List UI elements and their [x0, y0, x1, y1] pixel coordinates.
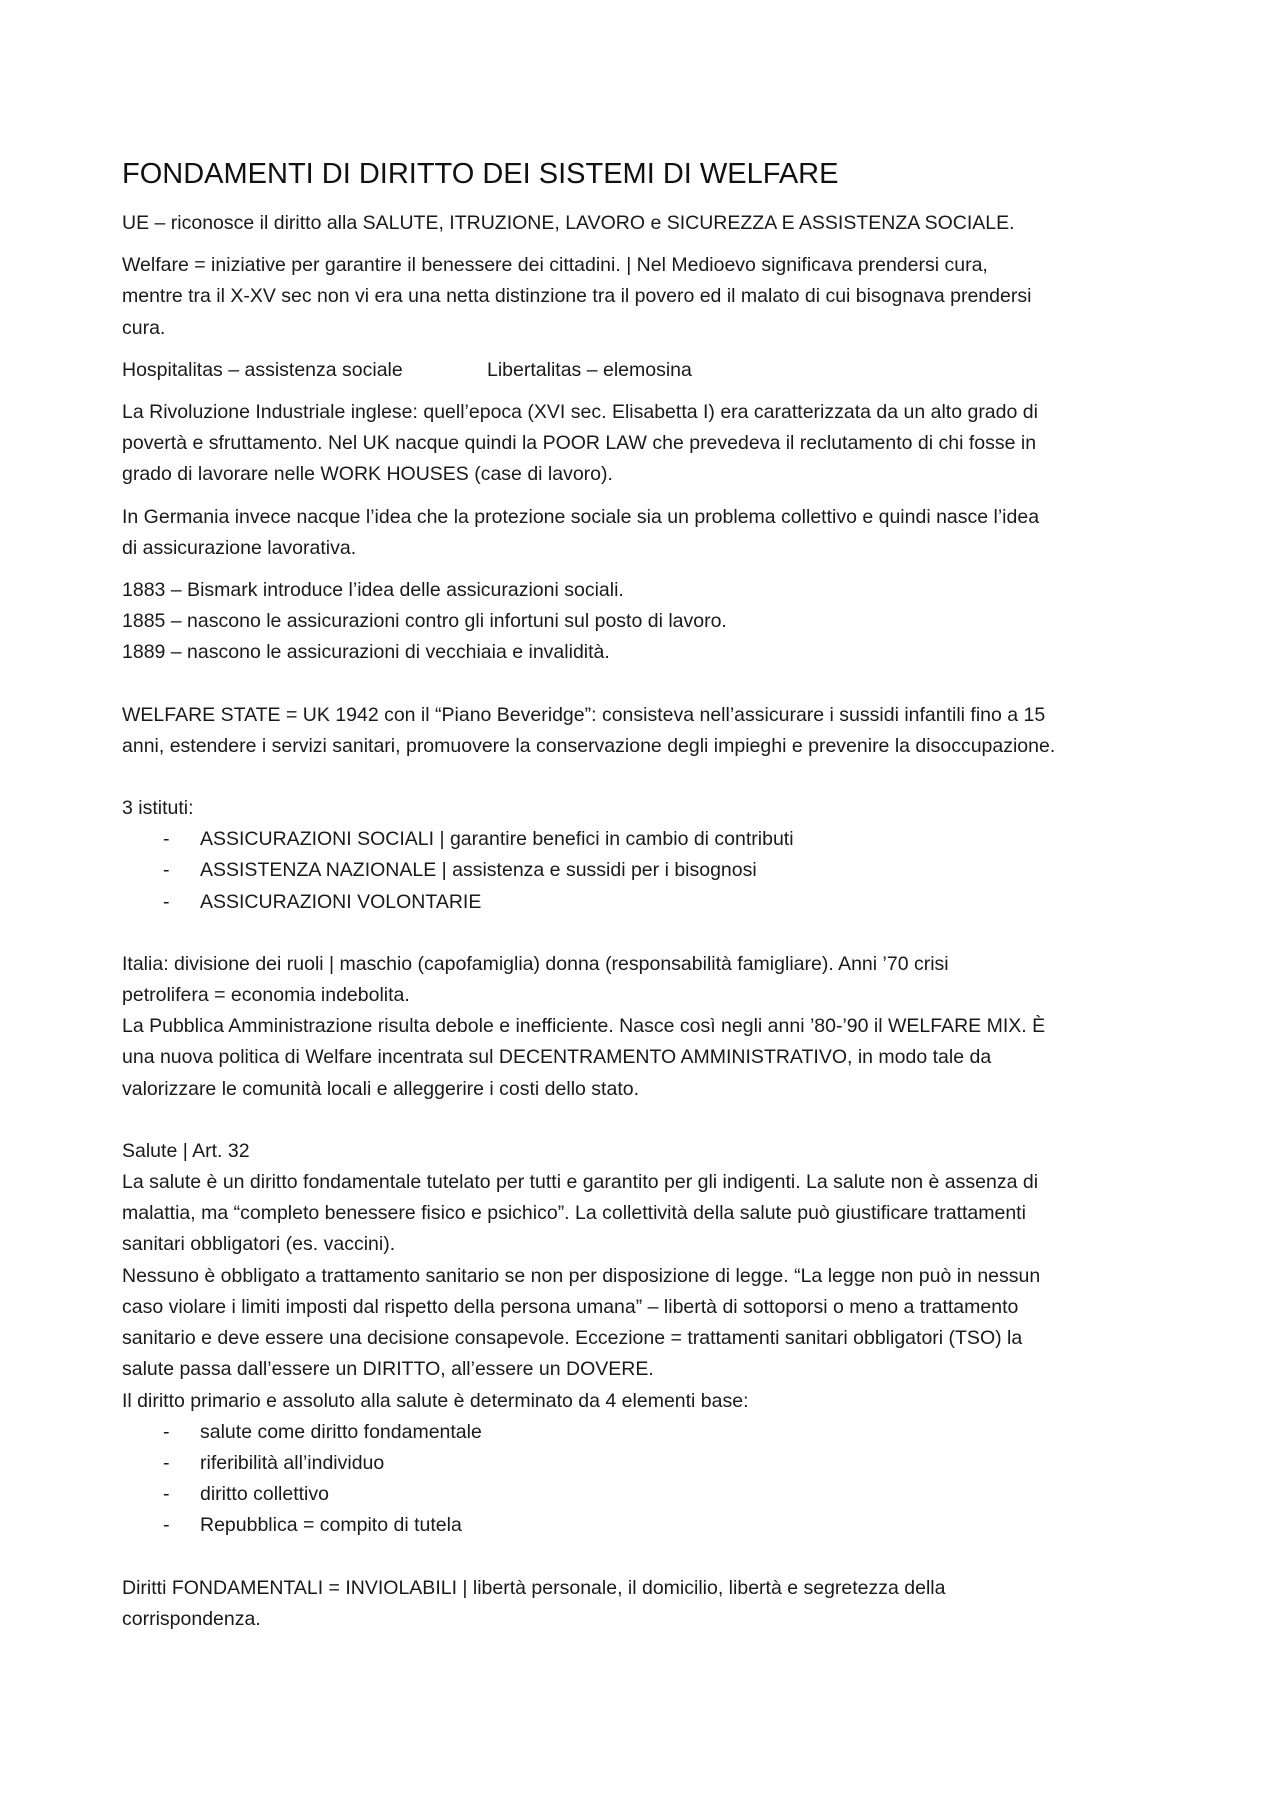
text-line: una nuova politica di Welfare incentrata sul DECENTRAMENTO AMMINISTRATIVO, in modo tale da — [122, 1046, 992, 1069]
text-line: Welfare = iniziative per garantire il benessere dei cittadini. | Nel Medioevo significava prendersi cura, — [122, 254, 988, 277]
text-line: Nessuno è obbligato a trattamento sanitario se non per disposizione di legge. “La legge non può in nessun — [122, 1264, 1041, 1287]
blank-line — [122, 1105, 1167, 1136]
date-line: 1883 – Bismark introduce l’idea delle assicurazioni sociali. — [122, 579, 624, 602]
text-line: In Germania invece nacque l’idea che la protezione sociale sia un problema collettivo e quindi nasce l’idea — [122, 505, 1040, 528]
salute-heading: Salute | Art. 32 — [122, 1139, 250, 1162]
paragraph-diritti — [122, 1573, 1167, 1635]
text-line: La Rivoluzione Industriale inglese: quell’epoca (XVI sec. Elisabetta I) era caratterizzata da un alto grado di — [122, 401, 1038, 424]
text-line: grado di lavorare nelle WORK HOUSES (case di lavoro). — [122, 463, 613, 486]
text-line: povertà e sfruttamento. Nel UK nacque quindi la POOR LAW che prevedeva il reclutamento di chi fosse in — [122, 432, 1037, 455]
text-line: La Pubblica Amministrazione risulta debole e inefficiente. Nasce così negli anni ’80-’90 il WELFARE MIX. È — [122, 1015, 1046, 1038]
list-item: - diritto collettivo — [122, 1479, 1167, 1510]
text-line: sanitari obbligatori (es. vaccini). — [122, 1233, 396, 1256]
text-line: di assicurazione lavorativa. — [122, 536, 357, 559]
text-line: cura. — [122, 316, 166, 339]
paragraph-welfare-state — [122, 700, 1167, 762]
text-line: malattia, ma “completo benessere fisico e psichico”. La collettività della salute può giustificare trattamenti — [122, 1202, 1026, 1225]
blank-line — [122, 918, 1167, 949]
libertalitas-text: Libertalitas – elemosina — [487, 358, 692, 381]
text-line: corrispondenza. — [122, 1607, 261, 1630]
paragraph-welfare — [122, 250, 1167, 344]
blank-line — [122, 1542, 1167, 1573]
date-line: 1885 – nascono le assicurazioni contro gli infortuni sul posto di lavoro. — [122, 610, 727, 633]
paragraph-italia — [122, 949, 1167, 1105]
istituti-heading: 3 istituti: — [122, 797, 194, 820]
text-line: caso violare i limiti imposti dal rispetto della persona umana” – libertà di sottoporsi o meno a trattamento — [122, 1295, 1019, 1318]
text-line: valorizzare le comunità locali e alleggerire i costi dello stato. — [122, 1077, 639, 1100]
paragraph-rivoluzione — [122, 397, 1167, 491]
paragraph-ue: UE – riconosce il diritto alla SALUTE, ITRUZIONE, LAVORO e SICUREZZA E ASSISTENZA SOCIALE. — [122, 212, 1015, 234]
hospitalitas-text: Hospitalitas – assistenza sociale — [122, 358, 403, 381]
elementi-list — [122, 1417, 1167, 1542]
section-istituti — [122, 793, 1167, 918]
blank-line — [122, 669, 1167, 700]
list-item: - salute come diritto fondamentale — [122, 1417, 1167, 1448]
text-line: salute passa dall’essere un DIRITTO, all’essere un DOVERE. — [122, 1358, 654, 1381]
document-page — [122, 156, 1167, 1635]
paragraph-dates — [122, 575, 1167, 669]
text-line: Diritti FONDAMENTALI = INVIOLABILI | libertà personale, il domicilio, libertà e segretezza della — [122, 1576, 946, 1599]
paragraph-hospitalitas — [122, 355, 1167, 386]
text-line: Italia: divisione dei ruoli | maschio (capofamiglia) donna (responsabilità famigliare). Anni ’70 crisi — [122, 952, 949, 975]
paragraph-salute — [122, 1136, 1167, 1542]
text-line: mentre tra il X-XV sec non vi era una netta distinzione tra il povero ed il malato di cui bisognava prendersi — [122, 285, 1032, 308]
list-item: - ASSICURAZIONI VOLONTARIE — [122, 887, 1167, 918]
list-item: - ASSISTENZA NAZIONALE | assistenza e sussidi per i bisognosi — [122, 855, 1167, 886]
list-item: - Repubblica = compito di tutela — [122, 1510, 1167, 1541]
text-line: sanitario e deve essere una decisione consapevole. Eccezione = trattamenti sanitari obbligatori (TSO) la — [122, 1327, 1023, 1350]
istituti-list — [122, 824, 1167, 918]
paragraph-germania — [122, 502, 1167, 564]
date-line: 1889 – nascono le assicurazioni di vecchiaia e invalidità. — [122, 641, 610, 664]
text-line: La salute è un diritto fondamentale tutelato per tutti e garantito per gli indigenti. La salute non è assenza di — [122, 1171, 1039, 1194]
document-title: FONDAMENTI DI DIRITTO DEI SISTEMI DI WELFARE — [122, 158, 839, 190]
text-line: petrolifera = economia indebolita. — [122, 984, 410, 1007]
blank-line — [122, 762, 1167, 793]
list-item: - ASSICURAZIONI SOCIALI | garantire benefici in cambio di contributi — [122, 824, 1167, 855]
text-line: anni, estendere i servizi sanitari, promuovere la conservazione degli impieghi e prevenire la disoccupazione. — [122, 734, 1056, 757]
text-line: WELFARE STATE = UK 1942 con il “Piano Beveridge”: consisteva nell’assicurare i sussidi infantili fino a 15 — [122, 703, 1046, 726]
list-item: - riferibilità all’individuo — [122, 1448, 1167, 1479]
text-line: Il diritto primario e assoluto alla salute è determinato da 4 elementi base: — [122, 1389, 749, 1412]
